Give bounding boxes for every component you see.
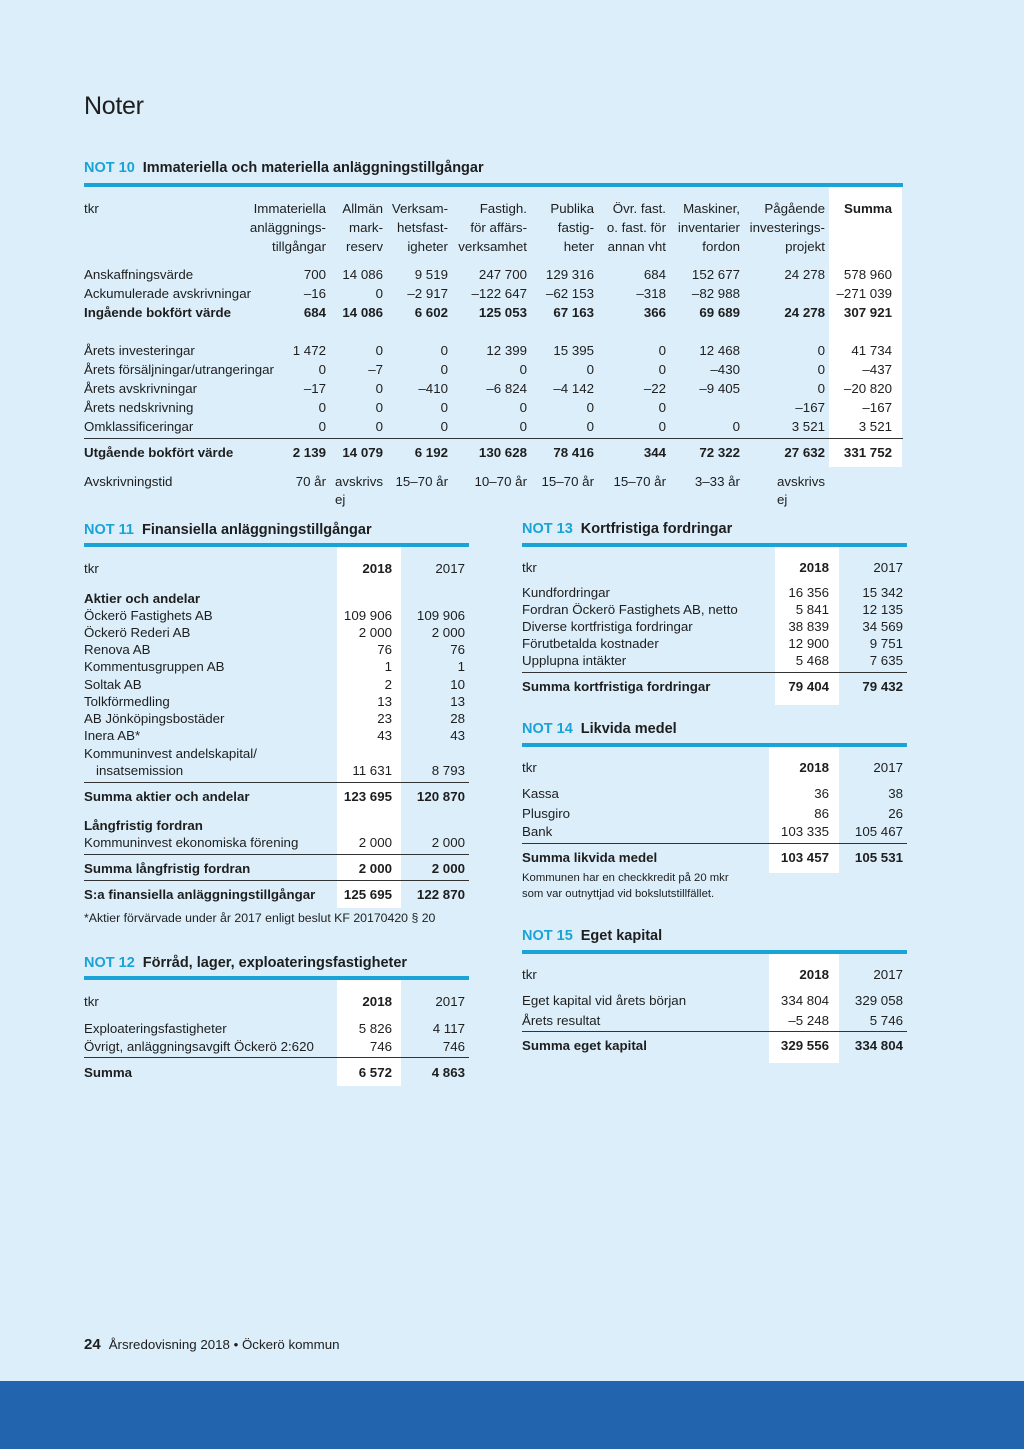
row-label: Avskrivningstid [84,474,173,489]
table-cell: –437 [862,362,892,377]
row-label: Eget kapital vid årets början [522,993,687,1008]
table-cell: 9 751 [869,636,903,651]
table-cell: avskrivs [777,474,826,489]
table-cell: 4 863 [431,1065,465,1080]
row-label: Övrigt, anläggningsavgift Öckerö 2:620 [84,1039,314,1054]
table-cell: 0 [375,381,383,396]
table-cell: 11 631 [352,763,392,778]
table-cell: 130 628 [478,445,527,460]
table-cell: –2 917 [407,286,448,301]
column-header: för affärs- [470,220,527,235]
column-header: 2018 [362,561,392,576]
table-cell: 12 399 [486,343,527,358]
table-cell: 0 [519,400,527,415]
row-label: Utgående bokfört värde [84,445,234,460]
table-cell: 0 [440,362,448,377]
table-cell: 6 602 [414,305,448,320]
note-10-title [84,160,484,176]
note-14-footnote-line-1: Kommunen har en checkkredit på 20 mkr [522,872,729,884]
row-label: Ackumulerade avskrivningar [84,286,252,301]
note-number: NOT 13 [522,521,573,537]
row-label: Långfristig fordran [84,818,203,833]
table-cell: 72 322 [699,445,740,460]
column-header: o. fast. för [606,220,666,235]
row-label: Summa långfristig fordran [84,861,251,876]
table-cell: 0 [658,400,666,415]
note-11-title [84,522,372,538]
table-divider [84,1057,469,1058]
row-label: Förutbetalda kostnader [522,636,659,651]
table-cell: 14 086 [342,305,383,320]
table-cell: 684 [643,267,666,282]
table-cell: 0 [375,400,383,415]
table-cell: 0 [658,362,666,377]
table-cell: 10–70 år [474,474,527,489]
table-cell: 12 900 [788,636,829,651]
row-label: Kundfordringar [522,585,610,600]
note-14-top-rule [522,743,907,747]
page-footer [84,1336,340,1353]
row-label: Fordran Öckerö Fastighets AB, netto [522,602,738,617]
table-cell: 15 342 [862,585,903,600]
table-cell: 5 841 [795,602,829,617]
table-cell: 129 316 [545,267,594,282]
table-cell: 34 569 [862,619,903,634]
row-label: Upplupna intäkter [522,653,627,668]
table-cell: 0 [375,286,383,301]
table-cell: 578 960 [843,267,892,282]
table-cell: 38 839 [788,619,829,634]
row-label: Diverse kortfristiga fordringar [522,619,693,634]
table-cell: 6 192 [414,445,448,460]
note-number: NOT 10 [84,160,135,176]
table-cell: 103 457 [780,850,829,865]
row-label: Kommentusgruppen AB [84,659,225,674]
column-header: Övr. fast. [612,201,666,216]
row-label: Summa eget kapital [522,1038,647,1053]
table-cell: 331 752 [843,445,892,460]
table-cell: 123 695 [343,789,392,804]
table-cell: 307 921 [843,305,892,320]
column-header: tkr [522,967,537,982]
note-14-title [522,721,677,737]
table-cell: 0 [817,343,825,358]
table-divider [84,854,469,855]
table-cell: 0 [732,419,740,434]
table-divider [522,1031,907,1032]
table-cell: 78 416 [553,445,594,460]
table-divider [522,843,907,844]
row-label: Årets resultat [522,1013,601,1028]
table-cell: 0 [658,419,666,434]
column-header: mark- [349,220,383,235]
table-cell: 334 804 [780,993,829,1008]
column-header: anläggnings- [249,220,326,235]
table-cell: 2 000 [431,861,465,876]
table-cell: –82 988 [691,286,740,301]
table-cell: 125 053 [478,305,527,320]
row-label: Summa kortfristiga fordringar [522,679,711,694]
note-11-footnote: *Aktier förvärvade under år 2017 enligt beslut KF 20170420 § 20 [84,911,436,925]
row-label: Årets försäljningar/utrangeringar [84,362,274,377]
table-cell: 5 746 [869,1013,903,1028]
table-cell: –16 [303,286,326,301]
note-15-top-rule [522,950,907,954]
table-cell: 152 677 [691,267,740,282]
column-header: Fastigh. [479,201,527,216]
column-header: tkr [522,760,537,775]
row-label: Inera AB* [84,728,141,743]
note-heading: Likvida medel [580,721,677,737]
table-cell: 9 519 [414,267,448,282]
table-cell: 12 468 [699,343,740,358]
table-cell: 103 335 [780,824,829,839]
footer-publication: Årsredovisning 2018 • Öckerö kommun [108,1337,340,1352]
table-cell: 0 [519,362,527,377]
page-heading: Noter [84,92,144,120]
column-header: tkr [84,994,99,1009]
row-label: Summa [84,1065,133,1080]
column-header: 2018 [799,760,829,775]
table-cell: 0 [440,400,448,415]
table-cell: 8 793 [431,763,465,778]
table-cell: 1 472 [292,343,326,358]
row-label: Soltak AB [84,677,142,692]
table-cell: 0 [375,343,383,358]
table-cell: 2 000 [431,835,465,850]
column-header: 2018 [362,994,392,1009]
note-14-footnote-line-2: som var outnyttjad vid bokslutstillfället. [522,888,715,900]
column-header: 2017 [873,967,903,982]
row-label: Bank [522,824,553,839]
table-cell: 0 [318,419,326,434]
table-cell: avskrivs [335,474,384,489]
table-cell: 15–70 år [395,474,448,489]
table-cell: 0 [318,400,326,415]
note-number: NOT 15 [522,928,573,944]
table-cell: 1 [384,659,392,674]
table-cell: 746 [442,1039,465,1054]
column-header: 2017 [435,994,465,1009]
column-header: tkr [84,201,99,216]
row-label: Aktier och andelar [84,591,201,606]
table-cell: 67 163 [553,305,594,320]
table-cell: 329 058 [854,993,903,1008]
table-cell: 1 [457,659,465,674]
note-heading: Immateriella och materiella anläggningstillgångar [142,160,484,176]
table-cell: 0 [817,381,825,396]
table-cell: 43 [450,728,465,743]
row-label: Renova AB [84,642,151,657]
table-cell: 0 [519,419,527,434]
note-10-divider [84,438,903,439]
table-cell: 41 734 [851,343,892,358]
column-header: fordon [702,239,740,254]
table-cell: 13 [377,694,392,709]
table-cell: 43 [377,728,392,743]
column-header: Verksam- [391,201,448,216]
table-cell: 247 700 [478,267,527,282]
column-header: Immateriella [253,201,326,216]
table-cell: –122 647 [471,286,527,301]
table-divider [84,782,469,783]
note-13-title [522,521,732,537]
table-cell: 5 826 [358,1021,392,1036]
table-cell: 38 [888,786,903,801]
column-header: investerings- [749,220,825,235]
note-11-top-rule [84,543,469,547]
table-cell: 79 432 [862,679,903,694]
row-label: Summa likvida medel [522,850,658,865]
table-cell: 76 [450,642,465,657]
row-label: Plusgiro [522,806,571,821]
note-heading: Förråd, lager, exploateringsfastigheter [142,955,408,971]
column-header: fastig- [557,220,594,235]
table-cell: 16 356 [788,585,829,600]
note-heading: Kortfristiga fordringar [580,521,733,537]
table-cell: –5 248 [788,1013,829,1028]
table-cell: 14 086 [342,267,383,282]
table-cell: 2 [384,677,392,692]
table-cell: 5 468 [795,653,829,668]
note-12-top-rule [84,976,469,980]
table-cell: 2 139 [292,445,326,460]
table-cell: –4 142 [553,381,594,396]
table-cell: –6 824 [486,381,527,396]
column-header: heter [563,239,594,254]
column-header: igheter [407,239,448,254]
table-cell: 24 278 [784,267,825,282]
table-cell: 26 [888,806,903,821]
note-15-title [522,928,662,944]
table-cell: 86 [814,806,829,821]
column-header: projekt [785,239,825,254]
table-cell: 344 [643,445,666,460]
table-cell: 0 [586,400,594,415]
table-cell: 4 117 [432,1021,465,1036]
row-label: Kommuninvest andelskapital/ [84,746,257,761]
row-label: Årets investeringar [84,343,195,358]
row-label: Kommuninvest ekonomiska förening [84,835,299,850]
note-10-top-rule [84,183,903,187]
table-cell: –271 039 [836,286,892,301]
table-cell: ej [335,492,346,507]
row-label: S:a finansiella anläggningstillgångar [84,887,316,902]
table-cell: ej [777,492,788,507]
column-header: verksamhet [458,239,527,254]
column-header: Allmän [342,201,383,216]
row-label: Öckerö Rederi AB [84,625,191,640]
column-header: hetsfast- [397,220,448,235]
column-header: tillgångar [272,239,326,254]
note-heading: Finansiella anläggningstillgångar [141,522,372,538]
table-cell: 0 [586,419,594,434]
table-cell: 105 467 [854,824,903,839]
table-cell: 0 [440,419,448,434]
table-cell: 15–70 år [541,474,594,489]
table-cell: 3 521 [858,419,892,434]
table-cell: –167 [795,400,825,415]
table-cell: 15–70 år [613,474,666,489]
note-number: NOT 14 [522,721,573,737]
column-header: 2018 [799,967,829,982]
table-cell: 7 635 [869,653,903,668]
table-cell: 13 [450,694,465,709]
column-header: annan vht [607,239,666,254]
table-cell: 684 [303,305,326,320]
column-header: 2017 [873,560,903,575]
table-cell: 109 906 [416,608,465,623]
page-number: 24 [84,1336,101,1353]
table-cell: 36 [814,786,829,801]
table-cell: 120 870 [416,789,465,804]
table-cell: 27 632 [784,445,825,460]
column-header: Publika [550,201,594,216]
table-cell: 746 [369,1039,392,1054]
table-cell: 0 [658,343,666,358]
column-header: 2017 [873,760,903,775]
table-cell: 2 000 [358,861,392,876]
table-cell: 6 572 [358,1065,392,1080]
table-cell: 122 870 [416,887,465,902]
row-label: Exploateringsfastigheter [84,1021,227,1036]
table-cell: –167 [862,400,892,415]
column-header: 2018 [799,560,829,575]
table-cell: –9 405 [699,381,740,396]
row-label: Kassa [522,786,559,801]
column-header: Summa [843,201,892,216]
table-cell: 0 [375,419,383,434]
table-cell: 12 135 [862,602,903,617]
table-cell: 79 404 [788,679,829,694]
table-cell: 14 079 [342,445,383,460]
table-cell: 2 000 [358,625,392,640]
table-cell: 2 000 [358,835,392,850]
column-header: Pågående [764,201,825,216]
note-heading: Eget kapital [580,928,663,944]
row-label: Tolkförmedling [84,694,170,709]
table-cell: 366 [643,305,666,320]
table-divider [84,880,469,881]
table-cell: 109 906 [343,608,392,623]
table-cell: 15 395 [553,343,594,358]
table-cell: 10 [450,677,465,692]
note-12-title [84,955,407,971]
row-label: insatsemission [96,763,184,778]
table-cell: –17 [303,381,326,396]
column-header: Maskiner, [683,201,740,216]
table-cell: 3 521 [791,419,825,434]
table-cell: –430 [710,362,740,377]
table-cell: 28 [450,711,465,726]
table-cell: –62 153 [545,286,594,301]
table-divider [522,672,907,673]
table-cell: 125 695 [343,887,392,902]
row-label: Årets avskrivningar [84,381,198,396]
column-header: inventarier [677,220,740,235]
column-header: 2017 [435,561,465,576]
table-cell: –318 [636,286,666,301]
footer-color-bar [0,1381,1024,1449]
table-cell: 76 [377,642,392,657]
table-cell: 700 [303,267,326,282]
table-cell: 2 000 [431,625,465,640]
row-label: Omklassificeringar [84,419,194,434]
note-13-top-rule [522,543,907,547]
table-cell: 329 556 [780,1038,829,1053]
table-cell: 3–33 år [694,474,740,489]
table-cell: 105 531 [854,850,903,865]
table-cell: –7 [368,362,383,377]
note-number: NOT 11 [84,522,134,538]
table-cell: 0 [586,362,594,377]
row-label: Öckerö Fastighets AB [84,608,213,623]
row-label: Anskaffningsvärde [84,267,194,282]
row-label: Årets nedskrivning [84,400,194,415]
row-label: Summa aktier och andelar [84,789,250,804]
table-cell: –20 820 [843,381,892,396]
table-cell: –410 [418,381,448,396]
note-number: NOT 12 [84,955,135,971]
table-cell: –22 [643,381,666,396]
column-header: tkr [84,561,99,576]
table-cell: 24 278 [784,305,825,320]
table-cell: 0 [440,343,448,358]
table-cell: 0 [318,362,326,377]
column-header: reserv [346,239,383,254]
column-header: tkr [522,560,537,575]
table-cell: 69 689 [699,305,740,320]
table-cell: 23 [377,711,392,726]
row-label: Ingående bokfört värde [84,305,232,320]
table-cell: 0 [817,362,825,377]
row-label: AB Jönköpingsbostäder [84,711,225,726]
table-cell: 334 804 [854,1038,903,1053]
table-cell: 70 år [295,474,326,489]
